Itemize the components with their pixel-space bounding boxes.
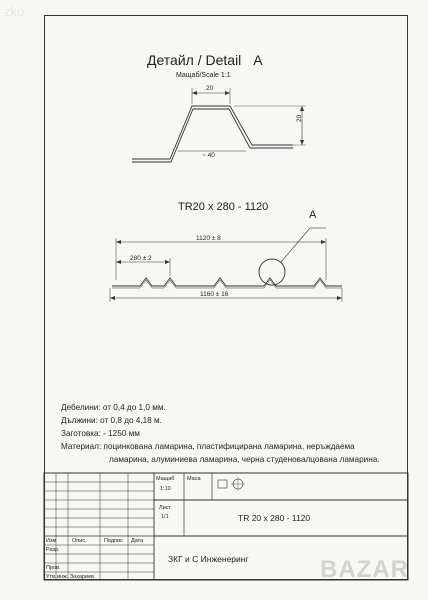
profile-dim-total: 1160 ± 16 bbox=[200, 291, 229, 298]
spec-material-1: Материал: поцинкована ламарина, пластифицирана ламарина, неръждаема bbox=[61, 442, 355, 451]
detail-scale: Мащаб/Scale 1:1 bbox=[176, 72, 231, 79]
tb-company: ЗКГ и С Инженеринг bbox=[168, 554, 249, 564]
tb-sheet-value: 1/1 bbox=[161, 514, 169, 520]
detail-dim-top: 20 bbox=[206, 85, 214, 92]
spec-material-2: ламарина, алуминиева ламарина, черна студеновалцована ламарина. bbox=[109, 455, 380, 464]
projection-symbol-box bbox=[218, 480, 227, 488]
tb-col-doc: Опис. bbox=[72, 538, 87, 544]
profile-title: TR20 x 280 - 1120 bbox=[178, 201, 269, 213]
profile-dim-overall: 1120 ± 8 bbox=[196, 235, 221, 242]
watermark-bottom: BAZAR bbox=[320, 556, 409, 583]
tb-col-date: Дата bbox=[131, 538, 144, 544]
tb-row-checked: Пров. bbox=[46, 565, 61, 571]
tb-designation: TR 20 x 280 - 1120 bbox=[238, 513, 311, 523]
detail-title-text: Детайл / Detail bbox=[147, 52, 242, 68]
profile-callout-label: A bbox=[309, 209, 317, 221]
tb-sheet-label: Лист bbox=[159, 505, 171, 511]
watermark-top: zko bbox=[4, 4, 25, 19]
tb-scale-value: 1:10 bbox=[160, 486, 171, 492]
detail-title bbox=[147, 52, 263, 68]
detail-dim-base: ~ 40 bbox=[202, 152, 215, 159]
profile-dim-pitch: 280 ± 2 bbox=[130, 255, 152, 262]
tb-row-approved: Утв. bbox=[46, 574, 57, 580]
tb-row-developed: Разр. bbox=[46, 547, 60, 553]
detail-dim-height: 20 bbox=[296, 114, 303, 122]
tb-scale-label: Мащаб bbox=[156, 476, 175, 482]
spec-length: Дължини: от 0,8 до 4,18 м. bbox=[61, 416, 162, 425]
detail-marker: A bbox=[253, 52, 263, 68]
spec-blank: Заготовка: - 1250 мм bbox=[61, 429, 140, 438]
tb-engineer: инж. Захариев bbox=[57, 574, 95, 580]
spec-thickness: Дебелини: от 0,4 до 1,0 мм. bbox=[61, 403, 166, 412]
tb-mass-label: Маса bbox=[187, 476, 201, 482]
tb-col-sign: Подпис bbox=[104, 538, 123, 544]
profile-sheet-line bbox=[112, 278, 342, 286]
tb-col-change: Изм bbox=[46, 538, 57, 544]
